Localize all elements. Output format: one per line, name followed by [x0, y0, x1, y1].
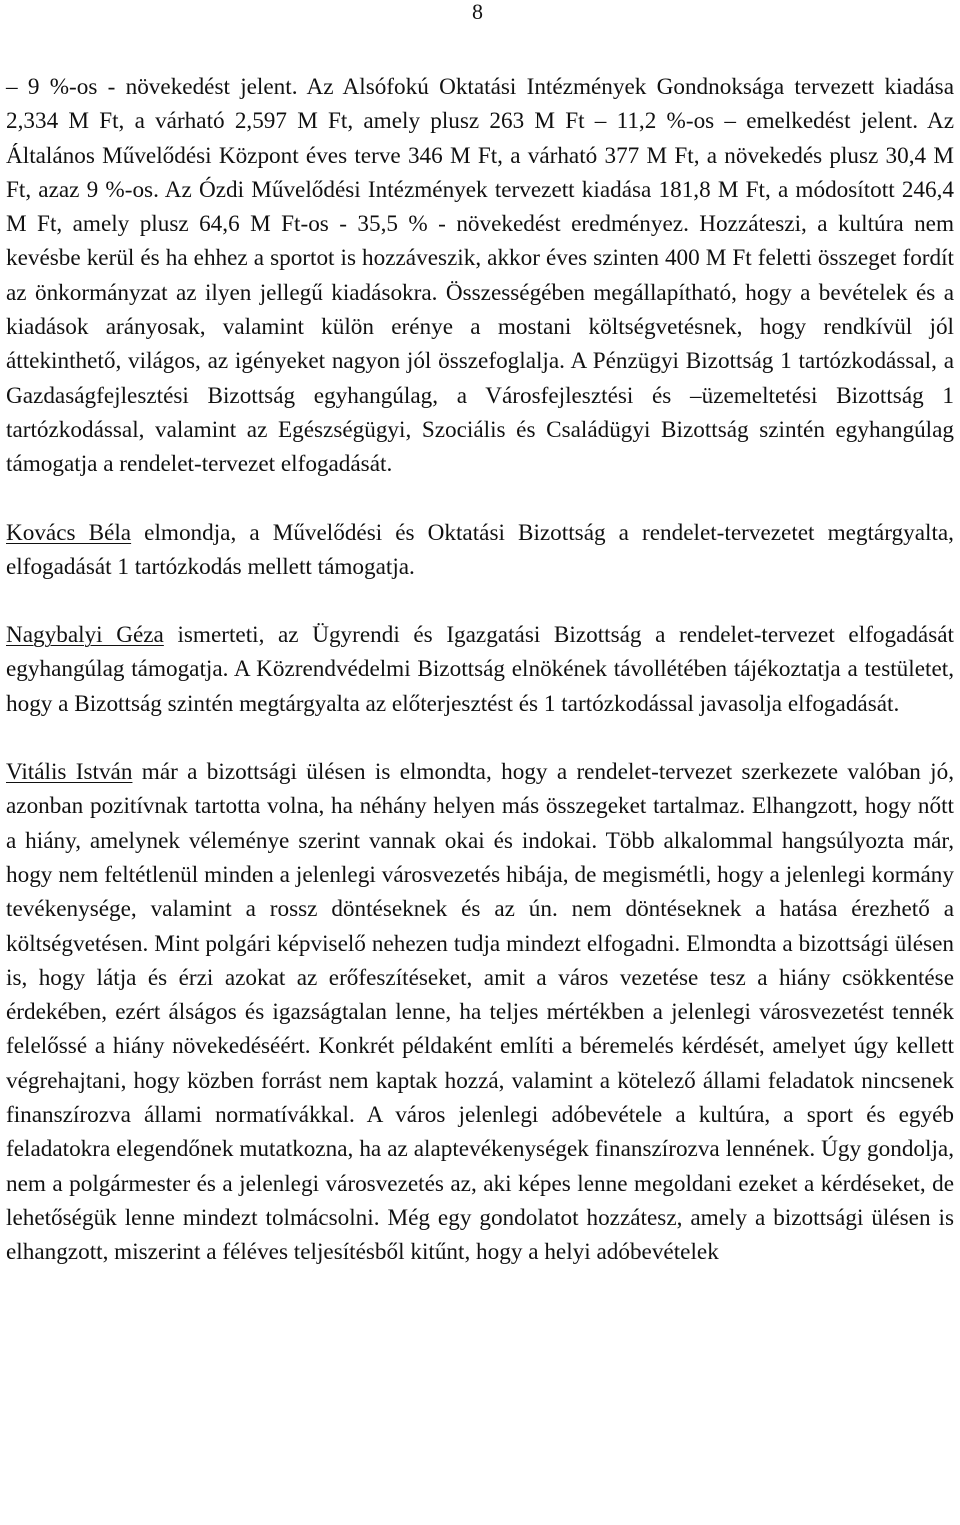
speaker-name: Nagybalyi Géza — [6, 622, 164, 649]
paragraph-kovacs-bela — [6, 516, 954, 585]
document-body — [6, 70, 954, 1270]
paragraph-nagybalyi-geza — [6, 618, 954, 721]
paragraph-text: már a bizottsági ülésen is elmondta, hogy a rendelet-tervezet szerkezete valóban jó, azonban pozitívnak tartotta volna, ha néhány helyen más összegeket tartalmaz. Elhangzott, hogy nőtt a hiány, amelynek véleménye szerint vannak okai és indokai. Több alkalommal hangsúlyozta már, hogy nem feltétlenül minden a jelenlegi városvezetés hibája, de megismétli, hogy a jelenlegi kormány tevékenysége, valamint a rossz döntéseknek és az ún. nem döntéseknek a hatása érezhető a költségvetésen. Mint polgári képviselő nehezen tudja mindezt elfogadni. Elmondta a bizottsági ülésen is, hogy látja és érzi azokat az erőfeszítéseket, amit a város vezetése tesz a hiány csökkentése érdekében, ezért álságos és igazságtalan lenne, ha teljes mértékben a jelenlegi városvezetést tennék felelőssé a hiány növekedéséért. Konkrét példaként említi a béremelés kérdését, amelyet úgy kellett végrehajtani, hogy közben forrást nem kaptak hozzá, valamint a kötelező állami feladatok nincsenek finanszírozva állami normatívákkal. A város jelenlegi adóbevétele a kultúra, a sport és egyéb feladatokra elegendőnek mutatkozna, ha az alaptevékenységek finanszírozva lennének. Úgy gondolja, nem a polgármester és a jelenlegi városvezetés az, aki képes lenne megoldani ezeket a kérdéseket, de lehetőségük lenne mindezt tolmácsolni. Még egy gondolatot hozzátesz, amely a bizottsági ülésen is elhangzott, miszerint a féléves teljesítésből kitűnt, hogy a helyi adóbevételek — [6, 759, 954, 1266]
paragraph-text: elmondja, a Művelődési és Oktatási Bizottság a rendelet-tervezetet megtárgyalta, elfogadását 1 tartózkodás mellett támogatja. — [6, 519, 954, 580]
paragraph-text: ismerteti, az Ügyrendi és Igazgatási Bizottság a rendelet-tervezet elfogadását egyhangúlag támogatja. A Közrendvédelmi Bizottság elnökének távollétében tájékoztatja a testületet, hogy a Bizottság szintén megtárgyalta az előterjesztést és 1 tartózkodással javasolja elfogadását. — [6, 622, 954, 717]
paragraph-budget-summary — [6, 70, 954, 482]
paragraph-vitalis-istvan — [6, 755, 954, 1269]
speaker-name: Vitális István — [6, 759, 133, 786]
speaker-name: Kovács Béla — [6, 519, 132, 546]
page-number: 8 — [472, 0, 483, 24]
paragraph-text: – 9 %-os - növekedést jelent. Az Alsófokú Oktatási Intézmények Gondnoksága tervezett kiadása 2,334 M Ft, a várható 2,597 M Ft, amely plusz 263 M Ft – 11,2 %-os – emelkedést jelent. Az Általános Művelődési Központ éves terve 346 M Ft, a várható 377 M Ft, a növekedés plusz 30,4 M Ft, azaz 9 %-os. Az Ózdi Művelődési Intézmények tervezett kiadása 181,8 M Ft, a módosított 246,4 M Ft, amely plusz 64,6 M Ft-os - 35,5 % - növekedést eredményez. Hozzáteszi, a kultúra nem kevésbe kerül és ha ehhez a sportot is hozzáveszik, akkor éves szinten 400 M Ft feletti összeget fordít az önkormányzat az ilyen jellegű kiadásokra. Összességében megállapítható, hogy a bevételek és a kiadások arányosak, valamint külön erénye a mostani költségvetésnek, hogy rendkívül jól áttekinthető, világos, az igényeket nagyon jól összefoglalja. A Pénzügyi Bizottság 1 tartózkodással, a Gazdaságfejlesztési Bizottság egyhangúlag, a Városfejlesztési és –üzemeltetési Bizottság 1 tartózkodással, valamint az Egészségügyi, Szociális és Családügyi Bizottság szintén egyhangúlag támogatja a rendelet-tervezet elfogadását. — [6, 74, 954, 478]
